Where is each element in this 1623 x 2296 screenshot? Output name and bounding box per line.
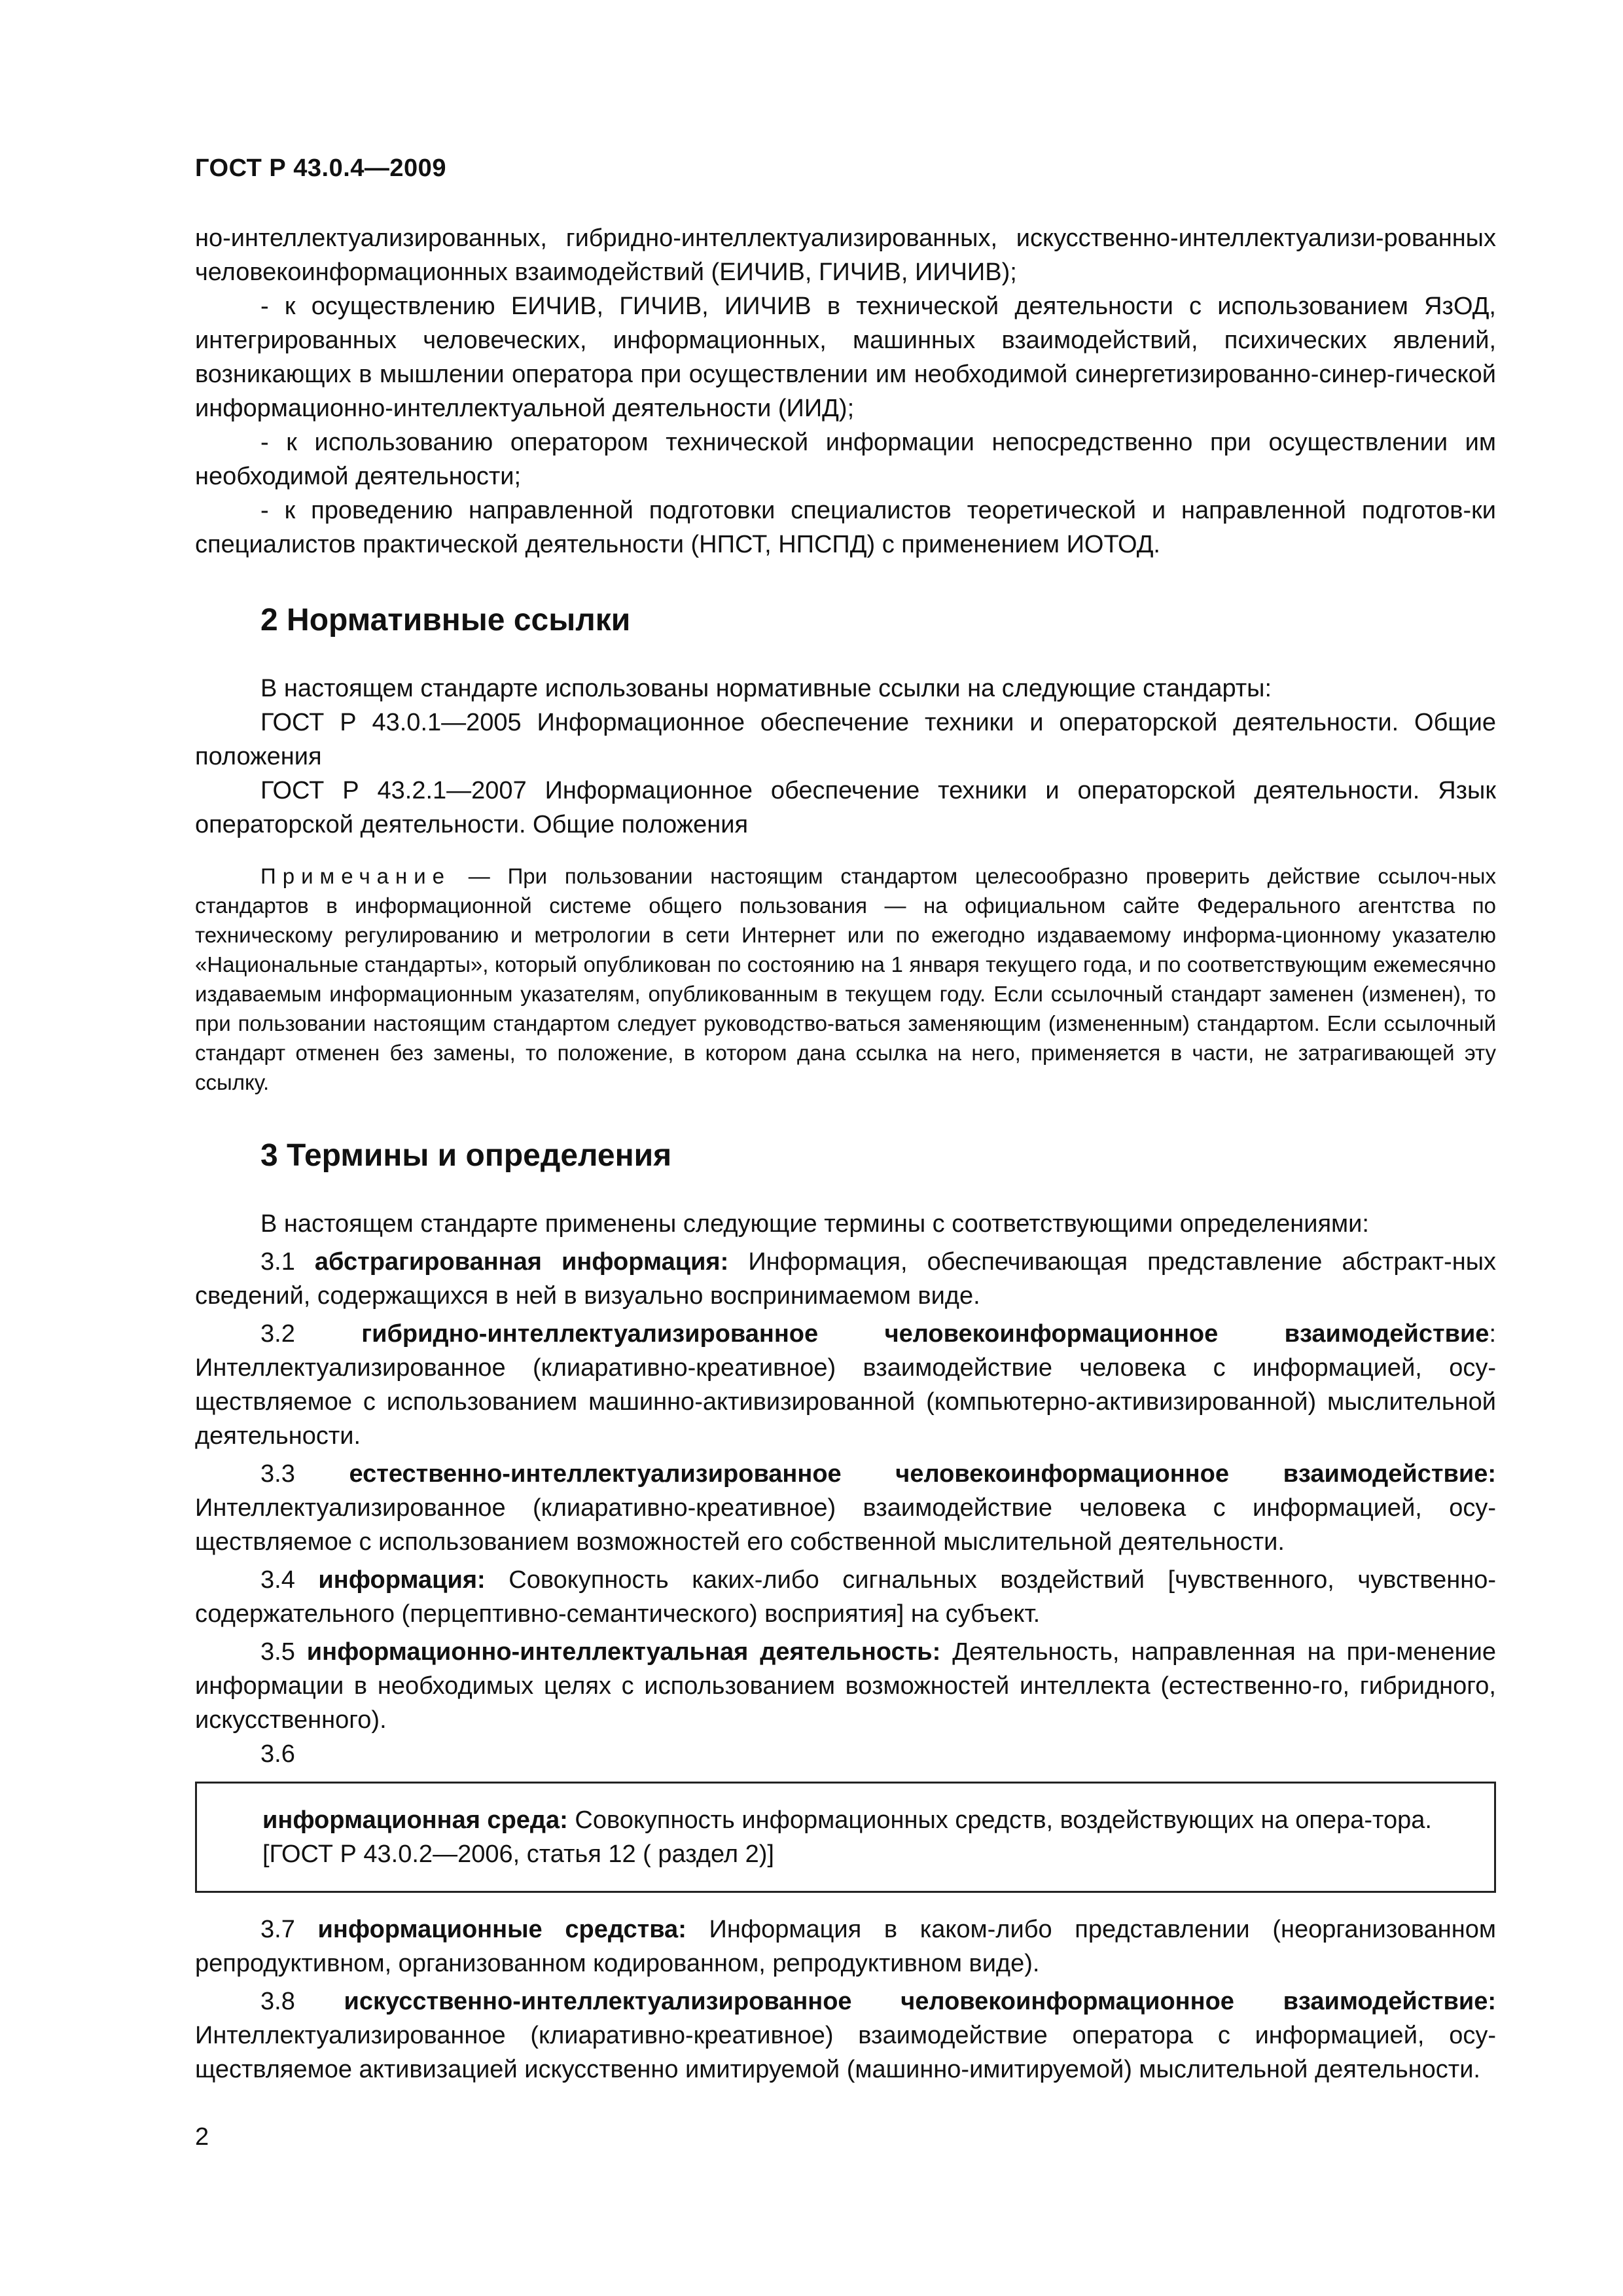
- section-3-intro: В настоящем стандарте применены следующие термины с соответствующими определениями:: [260, 1210, 1369, 1238]
- note-label: Примечание: [260, 864, 452, 888]
- term-number: 3.7: [260, 1916, 295, 1943]
- section-2-heading: 2 Нормативные ссылки: [260, 603, 631, 637]
- term-definition: Совокупность информационных средств, воздействующих на опера-тора.: [575, 1806, 1432, 1834]
- term-name: естественно-интеллектуализированное человекоинформационное взаимодействие:: [349, 1460, 1496, 1488]
- term-definition: Совокупность каких-либо сигнальных воздействий [чувственного, чувственно-содержательного (перцептивно-семантического) восприятия] на субъект.: [195, 1566, 1496, 1628]
- term-entry-3-5: [195, 1635, 1496, 1737]
- term-entry-3-6: [195, 1737, 1496, 1771]
- term-definition: : Интеллектуализированное (клиаративно-креативное) взаимодействие человека с информацией, осу-ществляемое с использованием машинно-активизированной (компьютерно-активизированной) мыслительной деятельности.: [195, 1320, 1496, 1450]
- boxed-term-source: [ГОСТ Р 43.0.2—2006, статья 12 ( раздел 2)]: [262, 1840, 774, 1868]
- term-number: 3.6: [260, 1740, 295, 1768]
- intro-paragraph-continuation: но-интеллектуализированных, гибридно-интеллектуализированных, искусственно-интеллектуализи-рованных человекоинформационных взаимодействий (ЕИЧИВ, ГИЧИВ, ИИЧИВ);: [195, 224, 1496, 286]
- document-code-header: ГОСТ Р 43.0.4—2009: [195, 154, 446, 182]
- term-definition: Деятельность, направленная на при-менение информации в необходимых целях с использованием возможностей интеллекта (естественно-го, гибридного, искусственного).: [195, 1638, 1496, 1734]
- term-number: 3.2: [260, 1320, 295, 1348]
- term-name: информация:: [318, 1566, 486, 1594]
- term-name: абстрагированная информация:: [314, 1248, 729, 1276]
- term-name: информационно-интеллектуальная деятельность:: [306, 1638, 941, 1666]
- note-text: — При пользовании настоящим стандартом целесообразно проверить действие ссылоч-ных стандартов в информационной системе общего пользования — на официальном сайте Федерального агентства по техническому регулированию и метрологии в сети Интернет или по ежегодно издаваемому информа-ционному указателю «Национальные стандарты», который опубликован по состоянию на 1 января текущего года, и по соответствующим ежемесячно издаваемым информационным указателям, опубликованным в текущем году. Если ссылочный стандарт заменен (изменен), то при пользовании настоящим стандартом следует руководство-ваться заменяющим (измененным) стандартом. Если ссылочный стандарт отменен без замены, то положение, в котором дана ссылка на него, применяется в части, не затрагивающей эту ссылку.: [195, 864, 1496, 1094]
- term-definition: Интеллектуализированное (клиаративно-креативное) взаимодействие человека с информацией, осу-ществляемое с использованием возможностей его собственной мыслительной деятельности.: [195, 1494, 1496, 1556]
- term-number: 3.1: [260, 1248, 295, 1276]
- page-number: 2: [195, 2123, 209, 2151]
- intro-list-item-3: - к проведению направленной подготовки специалистов теоретической и направленной подготов-ки специалистов практической деятельности (НПСТ, НПСПД) с применением ИОТОД.: [195, 497, 1496, 558]
- term-entry-3-7: [195, 1912, 1496, 1981]
- term-definition: Информация, обеспечивающая представление абстракт-ных сведений, содержащихся в ней в визуально воспринимаемом виде.: [195, 1248, 1497, 1310]
- page-content: [195, 221, 1496, 2087]
- term-name: информационные средства:: [317, 1916, 687, 1943]
- term-name: искусственно-интеллектуализированное человекоинформационное взаимодействие:: [344, 1988, 1497, 2015]
- term-number: 3.8: [260, 1988, 295, 2015]
- intro-list-item-2: - к использованию оператором технической информации непосредственно при осуществлении им необходимой деятельности;: [195, 429, 1496, 490]
- section-2-intro: В настоящем стандарте использованы нормативные ссылки на следующие стандарты:: [260, 675, 1272, 702]
- term-definition: Интеллектуализированное (клиаративно-креативное) взаимодействие оператора с информацией, осу-ществляемое активизацией искусственно имитируемой (машинно-имитируемой) мыслительной деятельности.: [195, 2022, 1496, 2083]
- normative-reference-2: ГОСТ Р 43.2.1—2007 Информационное обеспечение техники и операторской деятельности. Язык операторской деятельности. Общие положения: [195, 777, 1496, 838]
- term-entry-3-3: [195, 1457, 1496, 1559]
- term-entry-3-8: [195, 1984, 1496, 2087]
- section-3-heading: 3 Термины и определения: [260, 1138, 672, 1173]
- intro-list-item-1: - к осуществлению ЕИЧИВ, ГИЧИВ, ИИЧИВ в технической деятельности с использованием ЯзОД, интегрированных человеческих, информационных, машинных взаимодействий, психических явлений, возникающих в мышлении оператора при осуществлении им необходимой синергетизированно-синер-гической информационно-интеллектуальной деятельности (ИИД);: [195, 293, 1496, 422]
- term-definition: Информация в каком-либо представлении (неорганизованном репродуктивном, организованном кодированном, репродуктивном виде).: [195, 1916, 1496, 1977]
- boxed-term-line: [197, 1803, 1494, 1837]
- term-name: гибридно-интеллектуализированное человекоинформационное взаимодействие: [361, 1320, 1489, 1348]
- term-entry-3-4: [195, 1563, 1496, 1631]
- term-entry-3-2: [195, 1317, 1496, 1453]
- normative-reference-1: ГОСТ Р 43.0.1—2005 Информационное обеспечение техники и операторской деятельности. Общие положения: [195, 709, 1496, 770]
- term-number: 3.3: [260, 1460, 295, 1488]
- term-entry-3-1: [195, 1245, 1496, 1313]
- term-number: 3.4: [260, 1566, 295, 1594]
- note-block: [195, 861, 1496, 1097]
- term-name: информационная среда:: [262, 1806, 568, 1834]
- quoted-definition-box: [195, 1782, 1496, 1893]
- term-number: 3.5: [260, 1638, 295, 1666]
